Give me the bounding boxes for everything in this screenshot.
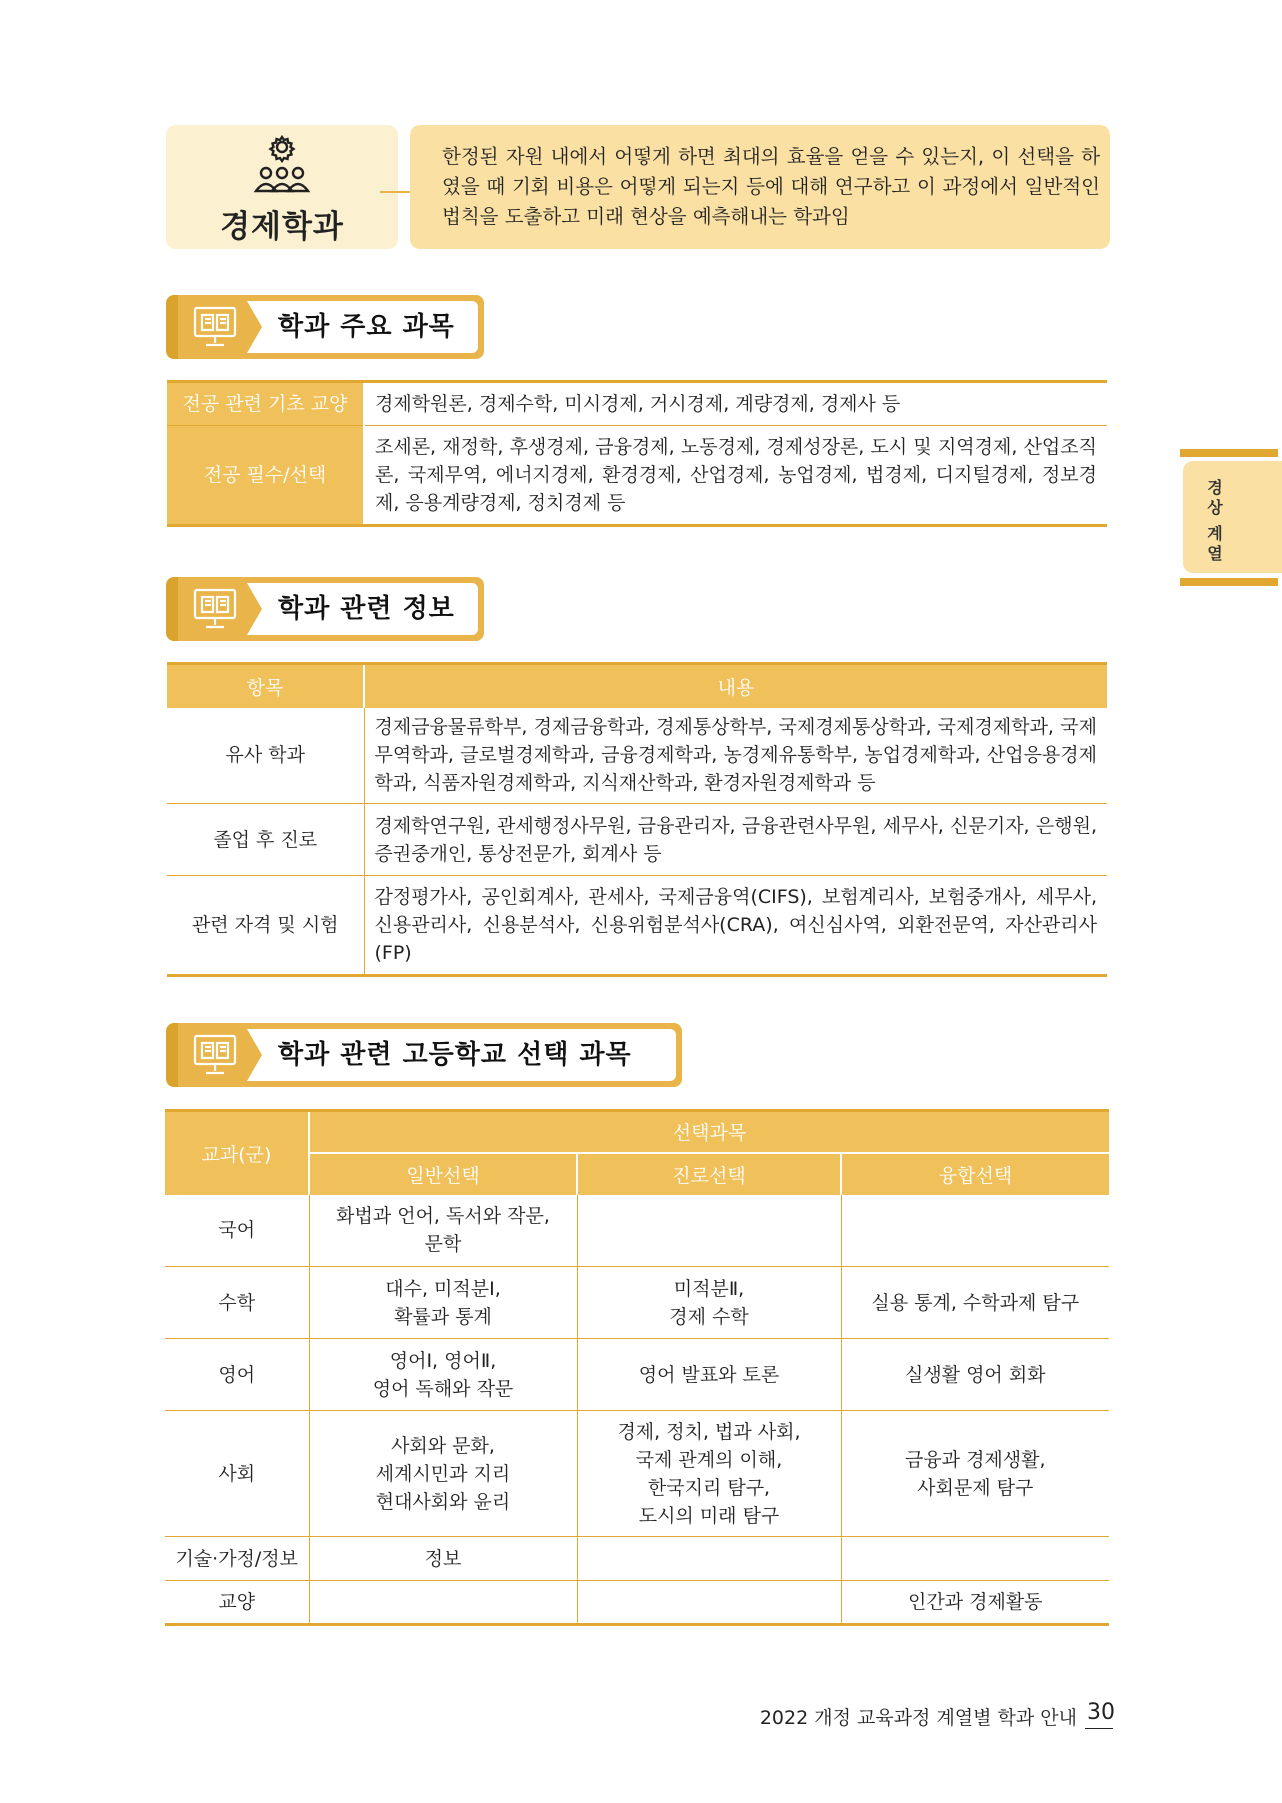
row-label: 졸업 후 진로 — [167, 804, 364, 876]
side-tab-bar-top — [1180, 449, 1278, 457]
side-tab-label: 경 상 계 열 — [1207, 478, 1223, 563]
table-row — [167, 708, 1107, 804]
subject-cell: 국어 — [165, 1195, 309, 1267]
general-cell: 대수, 미적분Ⅰ, 확률과 통계 — [309, 1267, 577, 1339]
section-title: 학과 주요 과목 — [278, 312, 455, 342]
general-cell — [309, 1581, 577, 1625]
fusion-cell — [841, 1195, 1109, 1267]
column-header-career: 진로선택 — [577, 1153, 841, 1195]
table-row — [167, 804, 1107, 876]
general-cell: 정보 — [309, 1537, 577, 1581]
high-school-subjects-table — [165, 1109, 1109, 1626]
subject-cell: 사회 — [165, 1411, 309, 1537]
fusion-cell: 인간과 경제활동 — [907, 1591, 1043, 1613]
major-subjects-table — [167, 380, 1107, 527]
section-header-major-subjects — [166, 295, 484, 359]
table-row — [165, 1267, 1109, 1339]
subject-cell: 영어 — [165, 1339, 309, 1411]
footer-text — [760, 1703, 1112, 1730]
row-content: 경제학연구원, 관세행정사무원, 금융관리자, 금융관련사무원, 세무사, 신문기자, 은행원, 증권중개인, 통상전문가, 회계사 등 — [364, 804, 1107, 876]
subject-cell: 수학 — [165, 1267, 309, 1339]
fusion-cell: 금융과 경제생활, 사회문제 탐구 — [841, 1411, 1109, 1537]
table-row — [165, 1195, 1109, 1267]
department-card — [166, 125, 398, 249]
monitor-book-icon — [192, 305, 238, 349]
fusion-cell — [841, 1537, 1109, 1581]
column-header: 항목 — [167, 664, 364, 708]
people-gear-icon — [250, 133, 314, 197]
column-header-general: 일반선택 — [309, 1153, 577, 1195]
career-cell: 미적분Ⅱ, 경제 수학 — [577, 1267, 841, 1339]
section-header-high-school — [166, 1023, 682, 1087]
table-row — [167, 876, 1107, 976]
fusion-cell: 실용 통계, 수학과제 탐구 — [841, 1267, 1109, 1339]
column-header-subject: 교과(군) — [165, 1111, 309, 1195]
footer-title: 2022 개정 교육과정 계열별 학과 안내 — [759, 1707, 1077, 1729]
table-header-row — [165, 1111, 1109, 1153]
section-header-related-info — [166, 577, 484, 641]
department-name: 경제학과 — [220, 209, 344, 245]
fusion-cell: 실생활 영어 회화 — [841, 1339, 1109, 1411]
section-title: 학과 관련 정보 — [278, 594, 455, 624]
career-cell — [577, 1195, 841, 1267]
table-row — [165, 1339, 1109, 1411]
row-content: 경제학원론, 경제수학, 미시경제, 거시경제, 계량경제, 경제사 등 — [364, 382, 1107, 426]
column-header-select: 선택과목 — [309, 1111, 1109, 1153]
page-number: 30 — [1087, 1700, 1115, 1725]
table-row — [165, 1411, 1109, 1537]
career-cell: 영어 발표와 토론 — [577, 1339, 841, 1411]
career-cell: 경제, 정치, 법과 사회, 국제 관계의 이해, 한국지리 탐구, 도시의 미래 탐구 — [577, 1411, 841, 1537]
column-header: 내용 — [364, 664, 1107, 708]
subject-cell: 교양 — [165, 1581, 309, 1625]
table-row — [165, 1537, 1109, 1581]
row-content: 감정평가사, 공인회계사, 관세사, 국제금융역(CIFS), 보험계리사, 보험중개사, 세무사, 신용관리사, 신용분석사, 신용위험분석사(CRA), 여신심사역, 외환전문역, 자산관리사(FP) — [374, 886, 1097, 964]
side-tab — [1183, 461, 1282, 573]
subject-cell: 기술·가정/정보 — [165, 1537, 309, 1581]
row-label: 유사 학과 — [167, 708, 364, 804]
monitor-book-icon — [192, 587, 238, 631]
related-info-table — [167, 662, 1107, 977]
column-header-fusion: 융합선택 — [841, 1153, 1109, 1195]
side-tab-bar-bottom — [1180, 578, 1278, 586]
row-label: 전공 필수/선택 — [167, 426, 364, 526]
page-number-underline — [1085, 1728, 1113, 1729]
career-cell — [577, 1537, 841, 1581]
section-title: 학과 관련 고등학교 선택 과목 — [278, 1040, 632, 1070]
general-cell: 화법과 언어, 독서와 작문, 문학 — [309, 1195, 577, 1267]
table-row — [167, 382, 1107, 426]
row-label: 전공 관련 기초 교양 — [167, 382, 364, 426]
career-cell — [577, 1581, 841, 1625]
table-row — [165, 1581, 1109, 1625]
row-content: 조세론, 재정학, 후생경제, 금융경제, 노동경제, 경제성장론, 도시 및 지역경제, 산업조직론, 국제무역, 에너지경제, 환경경제, 산업경제, 농업경제, 법경제, 디지털경제, 정보경제, 응용계량경제, 정치경제 등 — [375, 436, 1097, 514]
row-label: 관련 자격 및 시험 — [167, 876, 364, 976]
general-cell: 사회와 문화, 세계시민과 지리 현대사회와 윤리 — [309, 1411, 577, 1537]
monitor-book-icon — [192, 1033, 238, 1077]
table-row — [167, 426, 1107, 526]
department-description: 한정된 자원 내에서 어떻게 하면 최대의 효율을 얻을 수 있는지, 이 선택을 하였을 때 기회 비용은 어떻게 되는지 등에 대해 연구하고 이 과정에서 일반적인 법칙을 도출하고 미래 현상을 예측해내는 학과임 — [410, 125, 1110, 249]
table-header-row — [167, 664, 1107, 708]
general-cell: 영어Ⅰ, 영어Ⅱ, 영어 독해와 작문 — [309, 1339, 577, 1411]
row-content: 경제금융물류학부, 경제금융학과, 경제통상학부, 국제경제통상학과, 국제경제학과, 국제무역학과, 글로벌경제학과, 금융경제학과, 농경제유통학부, 농업경제학과, 산업응용경제학과, 식품자원경제학과, 지식재산학과, 환경자원경제학과 등 — [364, 708, 1107, 804]
